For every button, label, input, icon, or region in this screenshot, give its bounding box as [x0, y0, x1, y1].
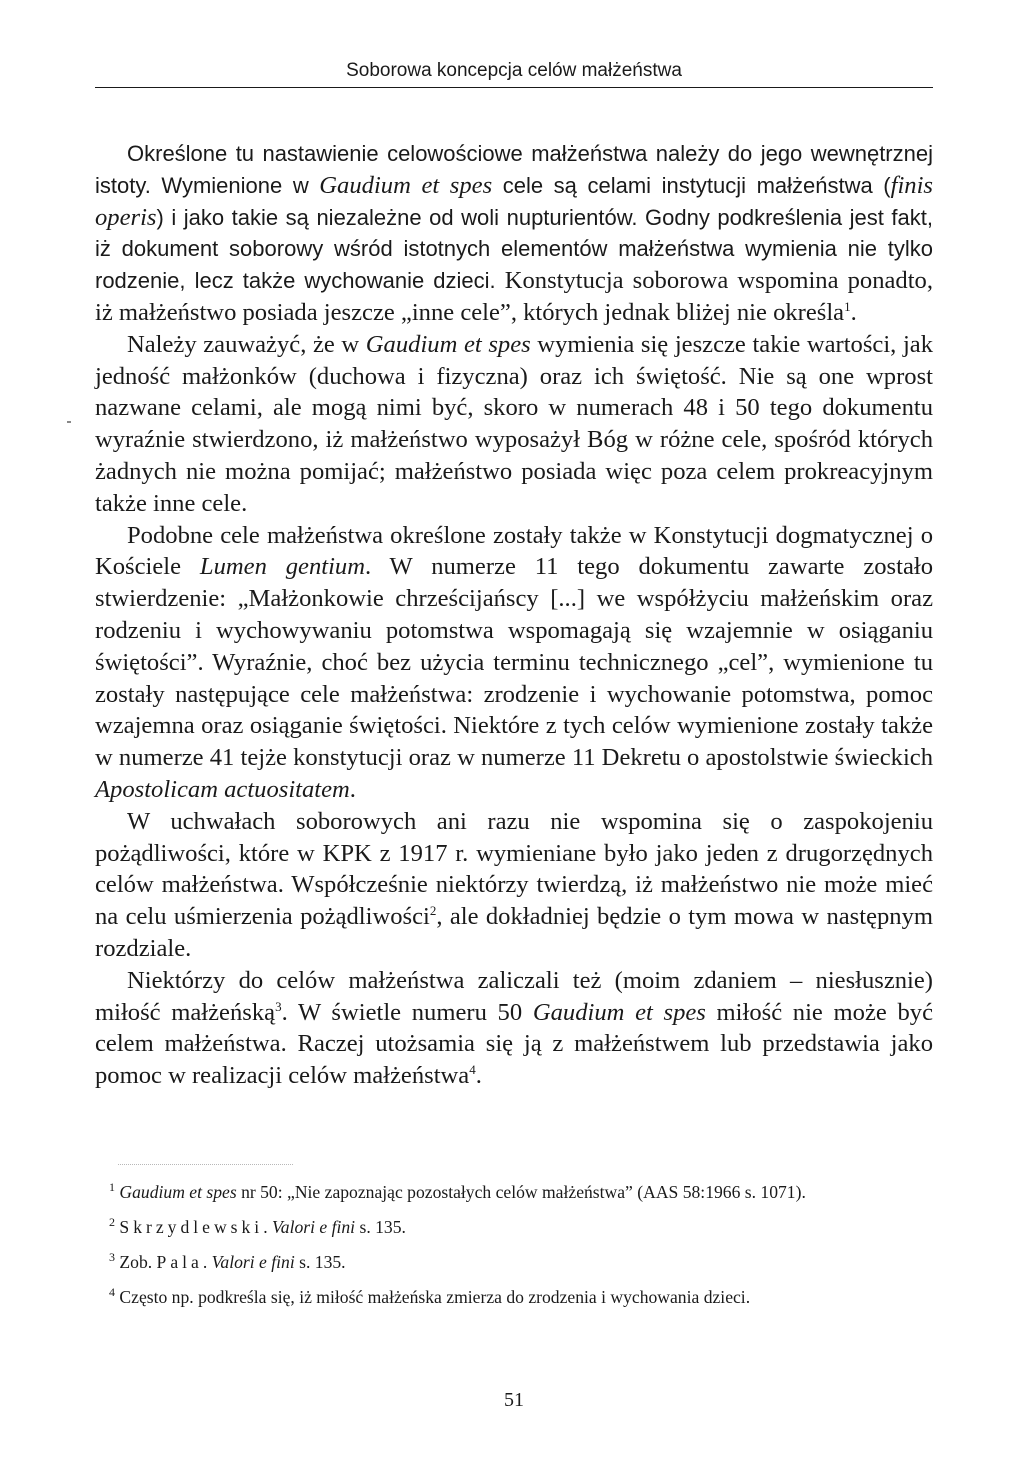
paragraph: [95, 520, 933, 806]
footnote-ref: 3: [275, 998, 282, 1014]
text-run: .: [202, 1252, 212, 1272]
footnote-ref: 3: [109, 1250, 115, 1265]
header-rule: [95, 87, 933, 88]
italic-text: Lumen gentium: [199, 553, 365, 581]
text-run: Niektórzy do celów małżeństwa zaliczali też (moim zdaniem – niesłusznie) miłość małżeńską: [95, 966, 933, 1026]
text-run: wymienia się jeszcze takie wartości, jak jedność małżonków (duchowa i fizyczna) oraz ich świętość. Nie są one wprost nazwane celami, ale mogą nimi być, skoro w numerach 48 i 50 tego dokumentu wyraźnie stwierdzono, iż małżeństwo wyposażył Bóg w różne cele, spośród których żadnych nie można pomijać; małżeństwo posiada więc poza celem prokreacyjnym także inne cele.: [95, 330, 933, 517]
italic-text: Apostolicam actuositatem: [95, 775, 350, 803]
body-text: [95, 138, 933, 1092]
text-run: ) i jako takie są niezależne od woli nupturientów. Godny podkreślenia jest fakt, iż dokument soborowy wśród istotnych elementów małżeństwa wymienia nie tylko rodzenie, lecz także wychowanie dzieci.: [95, 204, 933, 294]
footnotes: [95, 1179, 933, 1319]
paragraph: [95, 806, 933, 965]
author-name: Pala: [156, 1252, 203, 1272]
text-run: .: [850, 298, 857, 326]
footnote-ref: 1: [109, 1180, 115, 1195]
text-run: nr 50: „Nie zapoznając pozostałych celów małżeństwa” (AAS 58:1966 s. 1071).: [236, 1182, 806, 1202]
text-run: miłość nie może być celem małżeństwa. Raczej utożsamia się ją z małżeństwem lub przedstawia jako pomoc w realizacji celów małżeństwa: [95, 998, 933, 1090]
italic-text: Gaudium et spes: [365, 330, 531, 358]
text-run: .: [263, 1217, 272, 1237]
footnote: [95, 1179, 933, 1206]
italic-text: Gaudium et spes: [319, 171, 493, 199]
italic-text: Valori e fini: [211, 1252, 295, 1272]
text-run: . W numerze 11 tego dokumentu zawarte zostało stwierdzenie: „Małżonkowie chrześcijańscy [...] we współżyciu małżeńskim oraz rodzeniu i wychowywaniu potomstwa wspomagają się wzajemnie w osiąganiu świętości”. Wyraźnie, choć bez użycia terminu technicznego „cel”, wymienione tu zostały następujące cele małżeństwa: zrodzenie i wychowanie potomstwa, pomoc wzajemna oraz osiąganie świętości. Niektóre z tych celów wymienione zostały także w numerze 41 tejże konstytucji oraz w numerze 11 Dekretu o apostolstwie świeckich: [95, 553, 933, 772]
italic-text: finis operis: [95, 171, 933, 231]
author-name: Skrzydlewski: [119, 1217, 264, 1237]
footnote-ref: 2: [429, 902, 437, 918]
footnote-separator: [118, 1164, 293, 1165]
text-run: Podobne cele małżeństwa określone zostały także w Konstytucji dogmatycznej o Kościele: [95, 521, 933, 581]
text-run: Należy zauważyć, że w: [127, 330, 366, 358]
footnote-ref: 4: [109, 1285, 115, 1300]
text-run: .: [475, 1062, 482, 1090]
paragraph: [95, 329, 933, 520]
paragraph: [95, 965, 933, 1092]
footnote: [95, 1284, 933, 1311]
text-run: Często np. podkreśla się, iż miłość małżeńska zmierza do zrodzenia i wychowania dzieci.: [115, 1287, 751, 1307]
text-run: W uchwałach soborowych ani razu nie wspomina się o zaspokojeniu pożądliwości, które w KPK z 1917 r. wymieniane było jako jeden z drugorzędnych celów małżeństwa. Współcześnie niektórzy twierdzą, iż małżeństwo nie może mieć na celu uśmierzenia pożądliwości: [95, 807, 933, 931]
footnote-ref: 1: [844, 298, 851, 314]
footnote: [95, 1249, 933, 1276]
running-header: Soborowa koncepcja celów małżeństwa: [346, 60, 682, 81]
text-run: . W świetle numeru 50: [281, 998, 533, 1026]
text-run: Konstytucja soborowa wspomina ponadto, iż małżeństwo posiada jeszcze „inne cele”, których jednak bliżej nie określa: [95, 267, 933, 326]
text-run: Zob.: [115, 1252, 157, 1272]
text-run: s. 135.: [355, 1217, 406, 1237]
italic-text: Gaudium et spes: [119, 1182, 237, 1202]
italic-text: Gaudium et spes: [532, 998, 706, 1026]
footnote: [95, 1214, 933, 1241]
footnote-ref: 2: [109, 1215, 115, 1230]
footnote-ref: 4: [469, 1061, 476, 1077]
page-number: 51: [504, 1389, 524, 1411]
text-run: Określone tu nastawienie celowościowe małżeństwa należy do jego wewnętrznej istoty. Wymienione w: [95, 141, 933, 198]
text-run: , ale dokładniej będzie o tym mowa w następnym rozdziale.: [95, 903, 934, 962]
scan-speck: [67, 421, 71, 423]
text-run: .: [349, 775, 356, 803]
paragraph: [95, 138, 933, 329]
text-run: s. 135.: [294, 1252, 346, 1272]
text-run: cele są celami instytucji małżeństwa (: [492, 172, 891, 198]
italic-text: Valori e fini: [271, 1217, 356, 1237]
